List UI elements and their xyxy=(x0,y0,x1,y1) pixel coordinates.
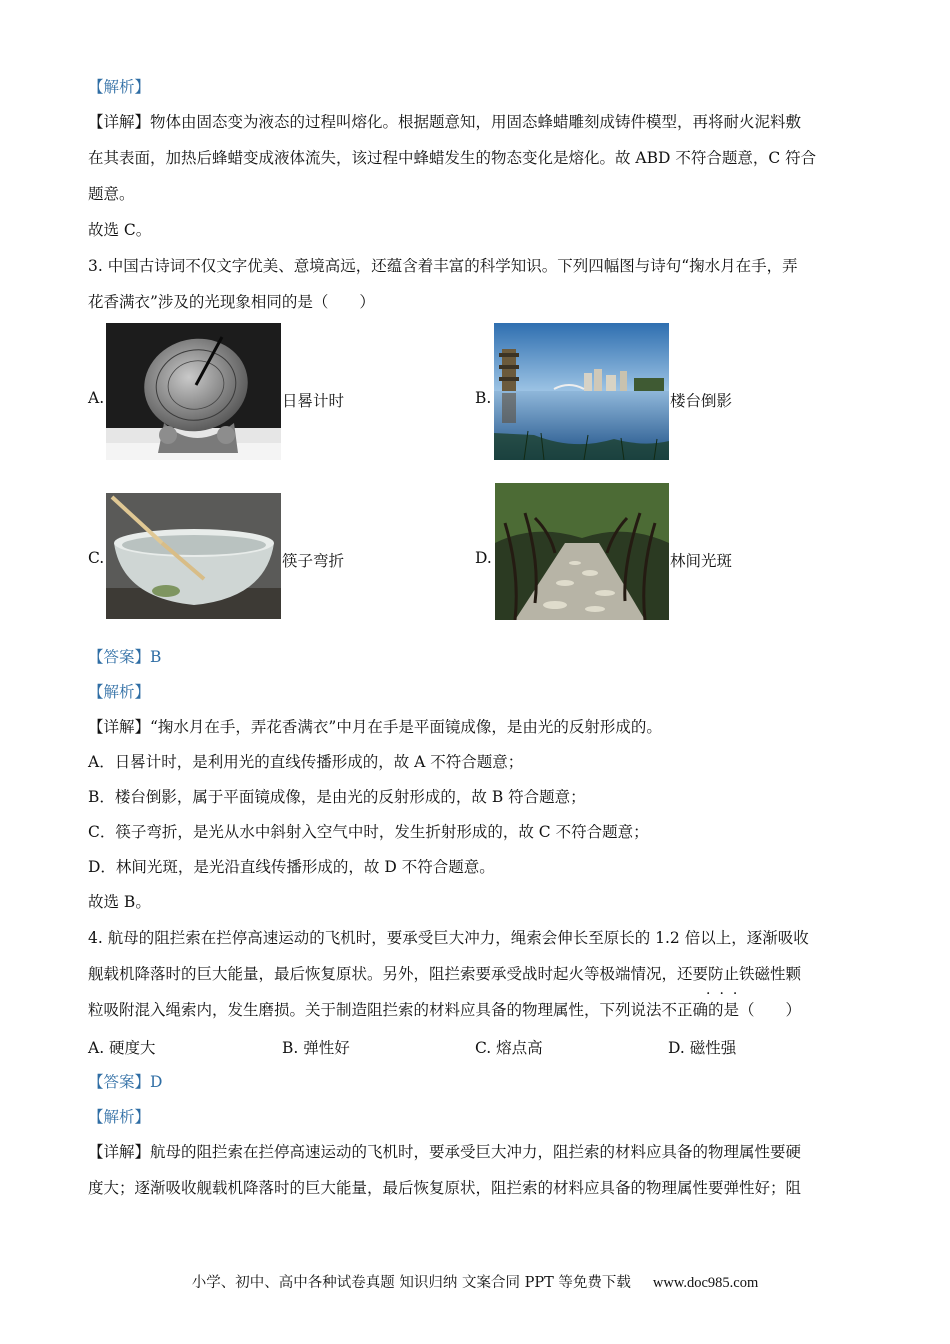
explain-b: B．楼台倒影，属于平面镜成像，是由光的反射形成的，故 B 符合题意； xyxy=(88,788,586,806)
footer-url[interactable]: www.doc985.com xyxy=(652,1275,759,1291)
question-stem: 花香满衣”涉及的光现象相同的是（ ） xyxy=(88,293,375,311)
question-stem: 3. 中国古诗词不仅文字优美、意境高远，还蕴含着丰富的科学知识。下列四幅图与诗句“掬水月在手，弄 xyxy=(88,257,798,275)
conclusion-text: 故选 C。 xyxy=(88,221,152,239)
footer-text: 小学、初中、高中各种试卷真题 知识归纳 文案合同 PPT 等免费下载 xyxy=(191,1275,631,1291)
detail-text: 【详解】航母的阻拦索在拦停高速运动的飞机时，要承受巨大冲力，阻拦索的材料应具备的物理属性要硬 xyxy=(88,1143,802,1161)
lake-reflection-photo xyxy=(494,323,669,460)
option-letter: C. xyxy=(88,549,105,567)
question-stem: 粒吸附混入绳索内，发生磨损。关于制造阻拦索的材料应具备的物理属性，下列说法不正确的是（ ） xyxy=(88,1001,802,1019)
option-caption: 日晷计时 xyxy=(282,392,345,410)
answer-text: 【答案】B xyxy=(88,648,162,666)
detail-text: 【详解】“掬水月在手，弄花香满衣”中月在手是平面镜成像，是由光的反射形成的。 xyxy=(88,718,662,736)
forest-path-photo xyxy=(495,483,669,620)
option-caption: 楼台倒影 xyxy=(670,392,733,410)
detail-text: 度大；逐渐吸收舰载机降落时的巨大能量，最后恢复原状，阻拦索的材料应具备的物理属性要弹性好；阻 xyxy=(88,1179,802,1197)
chopstick-bowl-photo xyxy=(106,493,281,619)
option-caption: 筷子弯折 xyxy=(282,552,345,570)
detail-text: 题意。 xyxy=(88,185,135,203)
option-caption: 林间光斑 xyxy=(670,552,733,570)
explain-a: A．日晷计时，是利用光的直线传播形成的，故 A 不符合题意； xyxy=(88,753,524,771)
explain-d: D．林间光斑，是光沿直线传播形成的，故 D 不符合题意。 xyxy=(88,858,495,876)
analysis-tag: 【解析】 xyxy=(88,78,151,96)
option-letter: D. xyxy=(475,549,492,567)
page-footer xyxy=(0,1271,950,1292)
explain-c: C．筷子弯折，是光从水中斜射入空气中时，发生折射形成的，故 C 不符合题意； xyxy=(88,823,649,841)
detail-text: 在其表面，加热后蜂蜡变成液体流失，该过程中蜂蜡发生的物态变化是熔化。故 ABD 不符合题意，C 符合 xyxy=(88,149,817,167)
option-letter: A. xyxy=(88,389,105,407)
option-d: D. 磁性强 xyxy=(668,1039,737,1057)
detail-text: 【详解】物体由固态变为液态的过程叫熔化。根据题意知，用固态蜂蜡雕刻成铸件模型，再将耐火泥料敷 xyxy=(88,113,802,131)
analysis-tag: 【解析】 xyxy=(88,1108,151,1126)
question-stem: 4. 航母的阻拦索在拦停高速运动的飞机时，要承受巨大冲力，绳索会伸长至原长的 1.2 倍以上，逐渐吸收 xyxy=(88,929,809,947)
sundial-photo xyxy=(106,323,281,460)
emphasis-dots: ··· xyxy=(706,986,747,1002)
answer-text: 【答案】D xyxy=(88,1073,163,1091)
question-stem: 舰载机降落时的巨大能量，最后恢复原状。另外，阻拦索要承受战时起火等极端情况，还要防止铁磁性颗 xyxy=(88,965,802,983)
analysis-tag: 【解析】 xyxy=(88,683,151,701)
option-a: A. 硬度大 xyxy=(88,1039,156,1057)
conclusion-text: 故选 B。 xyxy=(88,893,151,911)
option-b: B. 弹性好 xyxy=(282,1039,350,1057)
option-c: C. 熔点高 xyxy=(475,1039,543,1057)
option-letter: B. xyxy=(475,389,492,407)
